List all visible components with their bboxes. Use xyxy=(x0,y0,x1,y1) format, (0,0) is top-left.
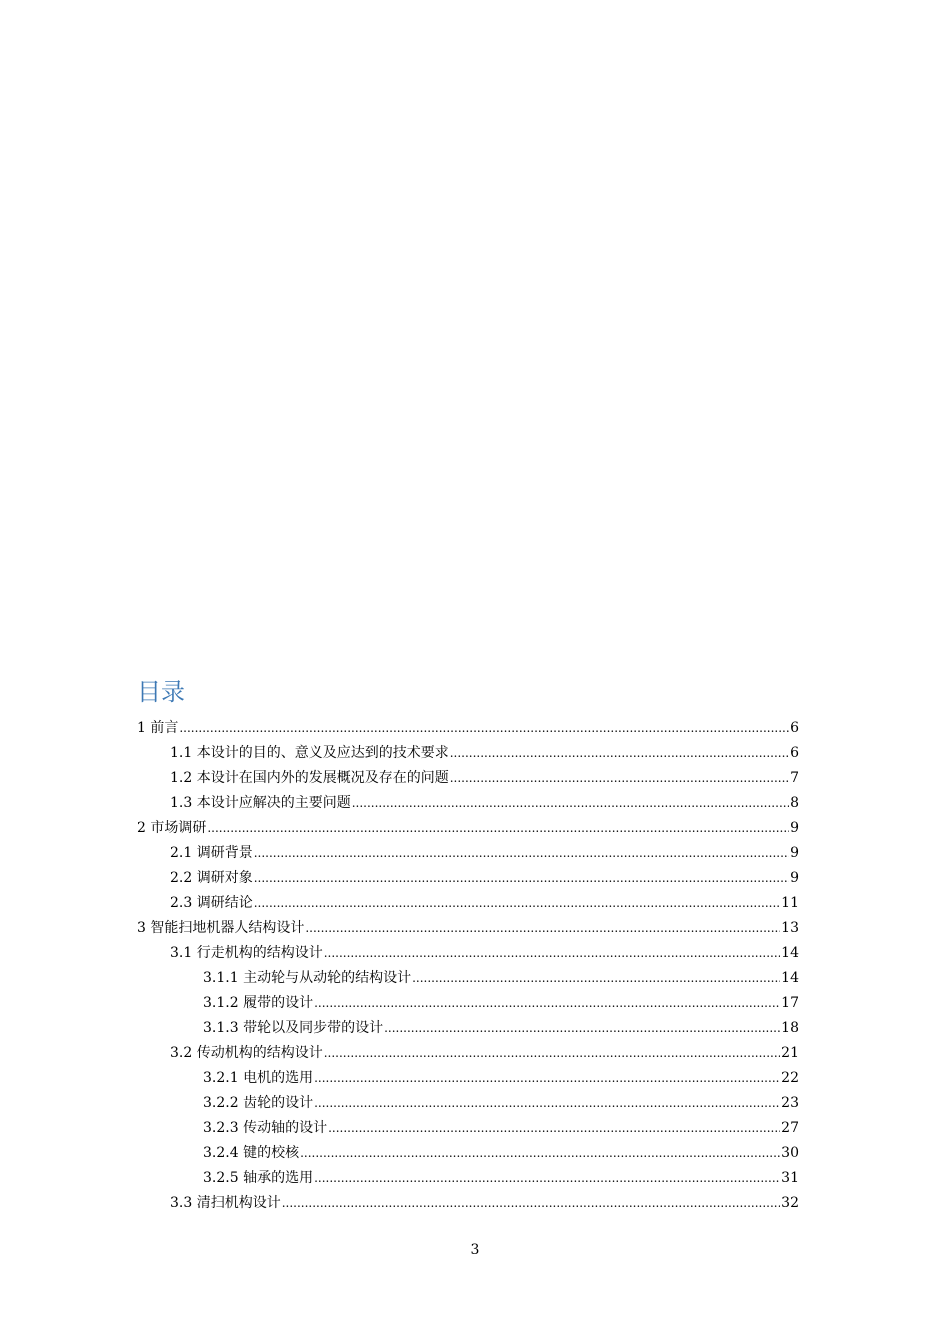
toc-entry-text: 2.3 调研结论 xyxy=(170,895,253,911)
toc-dot-leader xyxy=(314,991,780,1016)
toc-entry[interactable] xyxy=(137,841,799,866)
toc-entry-page: 21 xyxy=(781,1045,799,1061)
toc-entry-text: 1 前言 xyxy=(137,720,179,736)
toc-entry-page: 14 xyxy=(781,945,799,961)
toc-entry-text: 2 市场调研 xyxy=(137,820,207,836)
toc-entry-text: 3.2.5 轴承的选用 xyxy=(203,1170,314,1186)
toc-entry-text: 2.1 调研背景 xyxy=(170,845,253,861)
toc-dot-leader xyxy=(300,1141,780,1166)
toc-list xyxy=(137,716,799,1216)
toc-entry-page: 27 xyxy=(781,1120,799,1136)
toc-entry[interactable] xyxy=(137,816,799,841)
toc-entry-page: 7 xyxy=(790,770,799,786)
toc-entry-page: 22 xyxy=(781,1070,799,1086)
toc-entry-page: 9 xyxy=(790,870,799,886)
toc-entry-text: 3 智能扫地机器人结构设计 xyxy=(137,920,305,936)
toc-dot-leader xyxy=(254,891,780,916)
toc-dot-leader xyxy=(324,941,780,966)
toc-dot-leader xyxy=(314,1166,780,1191)
toc-entry-page: 6 xyxy=(790,745,799,761)
toc-entry[interactable] xyxy=(137,866,799,891)
toc-entry[interactable] xyxy=(137,916,799,941)
toc-entry[interactable] xyxy=(137,1116,799,1141)
toc-entry-page: 18 xyxy=(781,1020,799,1036)
toc-dot-leader xyxy=(324,1041,780,1066)
toc-entry[interactable] xyxy=(137,1191,799,1216)
toc-entry-page: 13 xyxy=(781,920,799,936)
toc-entry-page: 32 xyxy=(781,1195,799,1211)
toc-entry-text: 2.2 调研对象 xyxy=(170,870,253,886)
toc-entry-text: 3.1.3 带轮以及同步带的设计 xyxy=(203,1020,384,1036)
toc-entry-text: 1.1 本设计的目的、意义及应达到的技术要求 xyxy=(170,745,449,761)
toc-entry-text: 3.1.1 主动轮与从动轮的结构设计 xyxy=(203,970,412,986)
toc-dot-leader xyxy=(384,1016,780,1041)
toc-entry-page: 11 xyxy=(781,895,799,911)
toc-dot-leader xyxy=(450,766,789,791)
toc-entry-text: 3.1.2 履带的设计 xyxy=(203,995,314,1011)
toc-entry-text: 3.2.2 齿轮的设计 xyxy=(203,1095,314,1111)
toc-entry-page: 6 xyxy=(790,720,799,736)
toc-entry-text: 3.2.3 传动轴的设计 xyxy=(203,1120,328,1136)
table-of-contents xyxy=(137,672,799,1216)
toc-entry-page: 17 xyxy=(781,995,799,1011)
toc-dot-leader xyxy=(305,916,780,941)
toc-entry-text: 3.2.1 电机的选用 xyxy=(203,1070,314,1086)
toc-entry[interactable] xyxy=(137,891,799,916)
toc-entry[interactable] xyxy=(137,991,799,1016)
toc-entry[interactable] xyxy=(137,1066,799,1091)
toc-dot-leader xyxy=(282,1191,780,1216)
toc-entry[interactable] xyxy=(137,1091,799,1116)
toc-entry-page: 30 xyxy=(781,1145,799,1161)
toc-entry[interactable] xyxy=(137,766,799,791)
toc-dot-leader xyxy=(179,716,789,741)
toc-dot-leader xyxy=(450,741,789,766)
toc-entry-text: 3.3 清扫机构设计 xyxy=(170,1195,281,1211)
toc-entry[interactable] xyxy=(137,1141,799,1166)
page-number: 3 xyxy=(470,1242,480,1258)
toc-dot-leader xyxy=(207,816,789,841)
toc-entry-text: 3.2.4 键的校核 xyxy=(203,1145,300,1161)
toc-entry[interactable] xyxy=(137,791,799,816)
toc-entry-page: 9 xyxy=(790,820,799,836)
toc-entry[interactable] xyxy=(137,1041,799,1066)
toc-dot-leader xyxy=(254,841,789,866)
toc-entry-page: 14 xyxy=(781,970,799,986)
toc-entry-text: 3.2 传动机构的结构设计 xyxy=(170,1045,323,1061)
toc-dot-leader xyxy=(328,1116,780,1141)
toc-entry[interactable] xyxy=(137,1166,799,1191)
toc-entry[interactable] xyxy=(137,716,799,741)
toc-entry[interactable] xyxy=(137,1016,799,1041)
toc-dot-leader xyxy=(314,1066,780,1091)
toc-entry[interactable] xyxy=(137,941,799,966)
toc-entry-page: 8 xyxy=(790,795,799,811)
toc-entry[interactable] xyxy=(137,741,799,766)
toc-entry-text: 1.3 本设计应解决的主要问题 xyxy=(170,795,351,811)
toc-dot-leader xyxy=(412,966,780,991)
toc-entry-page: 9 xyxy=(790,845,799,861)
toc-entry-page: 23 xyxy=(781,1095,799,1111)
toc-title: 目录 xyxy=(137,678,185,706)
toc-entry[interactable] xyxy=(137,966,799,991)
toc-dot-leader xyxy=(314,1091,780,1116)
toc-entry-text: 3.1 行走机构的结构设计 xyxy=(170,945,323,961)
toc-dot-leader xyxy=(254,866,789,891)
toc-dot-leader xyxy=(352,791,789,816)
toc-entry-page: 31 xyxy=(781,1170,799,1186)
toc-entry-text: 1.2 本设计在国内外的发展概况及存在的问题 xyxy=(170,770,449,786)
